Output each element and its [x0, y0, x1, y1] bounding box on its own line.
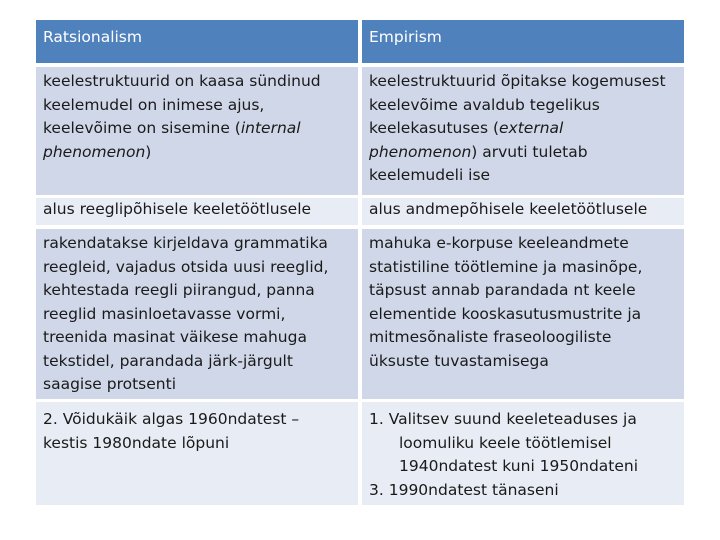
list-item-continuation: 1940ndatest kuni 1950ndateni: [399, 457, 639, 475]
header-cell-rationalism: Ratsionalism: [36, 20, 358, 63]
cell-text: ) arvuti tuletab: [471, 142, 588, 161]
cell-line: 2. Võidukäik algas 1960ndatest –: [43, 410, 300, 428]
cell-line: keelevõime avaldub tegelikus: [369, 95, 600, 114]
cell-line: [43, 117, 351, 141]
table-header-row: [36, 20, 684, 63]
table-cell: [362, 229, 684, 399]
cell-line: rakendatakse kirjeldava grammatika: [43, 234, 328, 252]
cell-line: alus andmepõhisele keeletöötlusele: [369, 200, 648, 218]
comparison-table: [36, 20, 684, 505]
table-cell: [36, 229, 358, 399]
cell-line: täpsust annab parandada nt keele: [369, 281, 636, 299]
cell-line: statistiline töötlemine ja masinõpe,: [369, 257, 643, 276]
cell-italic-text: phenomenon: [369, 142, 472, 161]
cell-line: mitmesõnaliste fraseoloogiliste: [369, 328, 612, 346]
cell-line: treenida masinat väikese mahuga: [43, 328, 307, 346]
list-item: 1. Valitsev suund keeleteaduses ja: [369, 410, 637, 428]
cell-line: reeglid masinloetavasse vormi,: [43, 304, 286, 323]
cell-line: [369, 141, 677, 165]
table-cell: [36, 402, 358, 505]
table-cell: [362, 67, 684, 195]
cell-line: [369, 117, 677, 141]
cell-line: keelestruktuurid on kaasa sündinud: [43, 72, 321, 90]
cell-line: alus reeglipõhisele keeletöötlusele: [43, 200, 312, 218]
cell-line: tekstidel, parandada järk-järgult: [43, 351, 293, 370]
table-row: [36, 63, 684, 195]
table-cell: [36, 67, 358, 195]
cell-line: üksuste tuvastamisega: [369, 351, 549, 370]
header-cell-empiricism: Empirism: [362, 20, 684, 63]
cell-line: [43, 141, 351, 165]
list-item-continuation: loomuliku keele töötlemisel: [399, 433, 612, 452]
cell-line: elementide kooskasutusmustrite ja: [369, 304, 642, 323]
list-item: 3. 1990ndatest tänaseni: [369, 480, 559, 499]
cell-text: ): [145, 142, 152, 161]
cell-line: mahuka e-korpuse keeleandmete: [369, 234, 629, 252]
table-cell: [362, 198, 684, 225]
cell-italic-text: phenomenon: [43, 142, 146, 161]
table-row: [36, 195, 684, 225]
table-cell: [362, 402, 684, 505]
cell-italic-text: internal: [240, 119, 301, 137]
cell-text: keelevõime on sisemine (: [43, 119, 241, 137]
cell-italic-text: external: [499, 119, 564, 137]
cell-line: kestis 1980ndate lõpuni: [43, 433, 230, 452]
table-row: [36, 399, 684, 505]
cell-line: kehtestada reegli piirangud, panna: [43, 281, 315, 299]
cell-line: saagise protsenti: [43, 375, 177, 393]
cell-line: keelemudel on inimese ajus,: [43, 95, 265, 114]
table-row: [36, 225, 684, 399]
cell-line: reegleid, vajadus otsida uusi reeglid,: [43, 257, 329, 276]
table-cell: [36, 198, 358, 225]
cell-line: keelemudeli ise: [369, 166, 491, 184]
cell-text: keelekasutuses (: [369, 119, 500, 137]
cell-line: keelestruktuurid õpitakse kogemusest: [369, 72, 666, 90]
